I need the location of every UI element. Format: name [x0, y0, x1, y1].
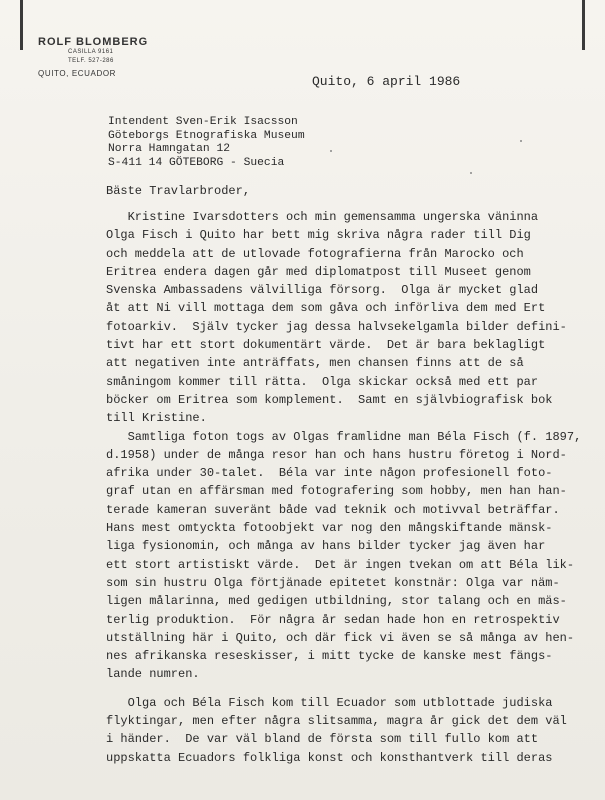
letterhead-telf: TELF. 527-286	[68, 58, 114, 64]
binder-mark-right	[582, 0, 585, 50]
letterhead-name: ROLF BLOMBERG	[38, 36, 149, 48]
text-line: ett stort artistiskt värde. Det är ingen tvekan om att Béla lik-	[106, 557, 575, 572]
text-line: som sin hustru Olga förtjänade epitetet konstnär: Olga var näm-	[106, 575, 560, 590]
letterhead-casilla: CASILLA 9161	[68, 49, 114, 55]
text-line: flyktingar, men efter några slitsamma, magra år gick det dem väl	[106, 714, 567, 729]
text-line: liga fysionomin, och många av hans bilder tycker jag även har	[106, 539, 546, 554]
paragraph-3	[106, 694, 601, 767]
address-line: Norra Hamngatan 12	[108, 143, 231, 155]
text-line: småningom kommer till rätta. Olga skickar också med ett par	[106, 374, 539, 389]
text-line: åt att Ni vill mottaga dem som gåva och införliva dem med Ert	[106, 301, 546, 316]
text-line: tivt har ett stort dokumentärt värde. Det är bara beklagligt	[106, 338, 546, 353]
text-line: uppskatta Ecuadors folkliga konst och konsthantverk till deras	[106, 750, 553, 765]
text-line: böcker om Eritrea som komplement. Samt en självbiografisk bok	[106, 392, 553, 407]
address-line: Intendent Sven-Erik Isacsson	[108, 116, 298, 128]
text-line: i händer. De var väl bland de första som till fullo kom att	[106, 732, 539, 747]
text-line: och meddela att de utlovade fotografierna från Marocko och	[106, 246, 524, 261]
text-line: till Kristine.	[106, 411, 207, 426]
text-line: Olga Fisch i Quito har bett mig skriva några rader till Dig	[106, 228, 531, 243]
text-line: ligen målarinna, med gedigen utbildning, stor talang och en mäs-	[106, 594, 567, 609]
text-line: utställning här i Quito, och där fick vi även se så många av hen-	[106, 630, 575, 645]
text-line: att negativen inte anträffats, men chansen finns att de så	[106, 356, 524, 371]
text-line: afrika under 30-talet. Béla var inte någon profesionell foto-	[106, 466, 553, 481]
text-line: Samtliga foton togs av Olgas framlidne man Béla Fisch (f. 1897,	[106, 429, 582, 444]
letter-date: Quito, 6 april 1986	[312, 74, 461, 89]
paper-speck	[520, 140, 522, 142]
text-line: Hans mest omtyckta fotoobjekt var nog den mångskiftande mänsk-	[106, 521, 553, 536]
text-line: Olga och Béla Fisch kom till Ecuador som utblottade judiska	[106, 695, 553, 710]
paper-speck	[470, 172, 472, 174]
address-line: Göteborgs Etnografiska Museum	[108, 129, 305, 142]
text-line: d.1958) under de många resor han och hans hustru företog i Nord-	[106, 447, 567, 462]
text-line: Svenska Ambassadens välvilliga försorg. Olga är mycket glad	[106, 283, 539, 298]
paragraph-2	[106, 428, 601, 684]
text-line: lande numren.	[106, 667, 200, 682]
text-line: nes afrikanska reseskisser, i mitt tycke de kanske mest fängs-	[106, 649, 553, 664]
salutation: Bäste Travlarbroder,	[106, 184, 251, 198]
paragraph-1	[106, 208, 601, 428]
text-line: terlig produktion. För några år sedan hade hon en retrospektiv	[106, 612, 560, 627]
paper-speck	[330, 150, 332, 152]
letterhead	[38, 36, 148, 78]
binder-mark-left	[20, 0, 23, 50]
letter-body	[106, 208, 601, 767]
text-line: graf utan en affärsman med fotografering som hobby, men han han-	[106, 484, 567, 499]
text-line: Kristine Ivarsdotters och min gemensamma ungerska väninna	[106, 210, 539, 224]
text-line: Eritrea endera dagen går med diplomatpost till Museet genom	[106, 264, 531, 279]
recipient-address	[108, 116, 305, 170]
text-line: terade kameran suveränt både vad teknik och motivval beträffar.	[106, 502, 560, 517]
text-line: fotoarkiv. Själv tycker jag dessa halvsekelgamla bilder defini-	[106, 319, 567, 334]
address-line: S-411 14 GÖTEBORG - Suecia	[108, 156, 285, 169]
letterhead-city: QUITO, ECUADOR	[38, 69, 117, 78]
paragraph-gap	[106, 684, 601, 694]
